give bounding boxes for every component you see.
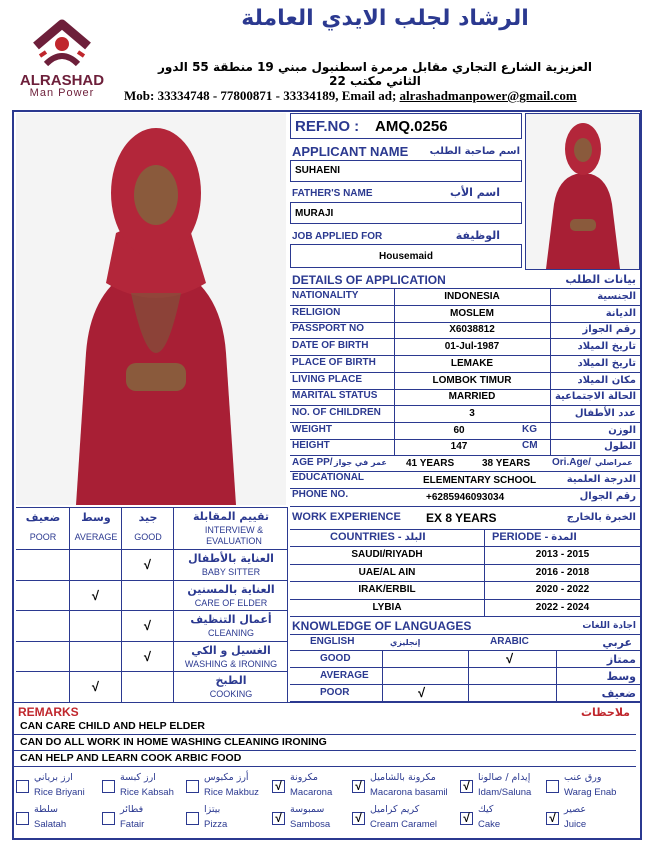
details-label-ar: عدد الأطفال bbox=[574, 407, 636, 419]
language-row bbox=[290, 667, 640, 685]
details-row bbox=[290, 355, 640, 373]
food-label-ar: عصير bbox=[564, 804, 587, 815]
eval-good-cell bbox=[122, 611, 174, 642]
check-mark: √ bbox=[91, 679, 100, 695]
experience-row bbox=[290, 581, 640, 600]
applicant-small-photo bbox=[525, 113, 640, 270]
applicant-name-label: APPLICANT NAME bbox=[292, 144, 409, 159]
arabic-label-ar: عربي bbox=[602, 636, 632, 649]
food-label-ar: كيك bbox=[478, 804, 494, 815]
work-experience-value: EX 8 YEARS bbox=[426, 511, 497, 525]
details-header bbox=[290, 272, 640, 289]
eval-skill: CARE OF ELDER bbox=[194, 597, 268, 608]
experience-period: 2016 - 2018 bbox=[535, 566, 590, 578]
english-label: ENGLISH bbox=[310, 636, 355, 647]
remark-text: CAN CARE CHILD AND HELP ELDER bbox=[20, 720, 205, 732]
details-row bbox=[290, 321, 640, 339]
language-level: AVERAGE bbox=[320, 670, 369, 681]
eval-skill-ar: أعمال التنظيف bbox=[190, 613, 272, 626]
experience-row bbox=[290, 564, 640, 583]
eval-poor-cell bbox=[16, 581, 70, 612]
applicant-full-photo bbox=[16, 113, 286, 505]
eval-skill-cell bbox=[174, 581, 288, 612]
period-header: PERIODE - المدة bbox=[492, 531, 577, 543]
experience-period: 2022 - 2024 bbox=[535, 601, 590, 613]
eval-skill-cell bbox=[174, 672, 288, 703]
job-label: JOB APPLIED FOR bbox=[292, 231, 383, 242]
details-value: MARRIED bbox=[448, 391, 496, 403]
experience-row bbox=[290, 599, 640, 618]
experience-period: 2020 - 2022 bbox=[535, 584, 590, 595]
remarks-header bbox=[14, 702, 640, 719]
age-orig-label-ar: عمراصلي bbox=[595, 458, 633, 467]
food-label-ar: كريم كراميل bbox=[370, 804, 420, 815]
food-label: Rice Kabsah bbox=[120, 787, 174, 798]
details-label: LIVING PLACE bbox=[292, 373, 363, 385]
food-label: Fatair bbox=[120, 819, 145, 830]
eval-skill-cell bbox=[174, 611, 288, 642]
arabic-check: √ bbox=[506, 651, 514, 666]
experience-period: 2013 - 2015 bbox=[535, 549, 590, 560]
ref-label: REF.NO : bbox=[295, 118, 360, 135]
food-label: Cream Caramel bbox=[370, 819, 438, 830]
eval-skill-cell bbox=[174, 550, 288, 581]
countries-header: COUNTRIES - البلد bbox=[330, 531, 426, 543]
mobile-numbers: Mob: 33334748 - 77800871 - 33334189, Email ad; bbox=[124, 88, 397, 103]
phone-label: PHONE NO. bbox=[292, 489, 349, 500]
phone-row bbox=[290, 488, 640, 507]
details-label-ar: الوزن bbox=[608, 424, 636, 436]
eval-poor-cell bbox=[16, 642, 70, 673]
job-value: Housemaid bbox=[379, 250, 433, 262]
experience-country: SAUDI/RIYADH bbox=[351, 549, 423, 560]
food-label: Macarona bbox=[290, 787, 333, 798]
food-label-ar: ارز برياني bbox=[34, 772, 73, 783]
remark-text: CAN HELP AND LEARN COOK ARBIC FOOD bbox=[20, 752, 242, 764]
details-label-ar: تاريخ الميلاد bbox=[577, 357, 636, 369]
eval-poor-cell bbox=[16, 672, 70, 703]
food-label-ar: مكرونة bbox=[290, 772, 318, 783]
eval-good: GOOD bbox=[134, 532, 162, 542]
age-pp-value: 41 YEARS bbox=[406, 458, 455, 469]
applicant-name-field bbox=[290, 160, 522, 182]
eval-average-head bbox=[70, 508, 122, 550]
details-row bbox=[290, 388, 640, 406]
food-checkbox[interactable] bbox=[16, 812, 29, 825]
food-label-ar: بيتزا bbox=[204, 804, 221, 815]
check-mark: √ bbox=[143, 618, 152, 634]
food-label: Idam/Saluna bbox=[478, 787, 532, 798]
details-row bbox=[290, 438, 640, 456]
food-checkbox[interactable]: √ bbox=[546, 812, 559, 825]
job-field bbox=[290, 244, 522, 268]
details-label: MARITAL STATUS bbox=[292, 390, 378, 402]
details-row bbox=[290, 372, 640, 390]
food-checkbox[interactable] bbox=[186, 812, 199, 825]
details-row bbox=[290, 422, 640, 440]
age-orig-value: 38 YEARS bbox=[482, 458, 531, 469]
details-row bbox=[290, 405, 640, 423]
logo-sub: Man Power bbox=[29, 87, 95, 99]
details-row bbox=[290, 305, 640, 323]
food-label-ar: إيدام / صالونا bbox=[478, 772, 531, 783]
eval-poor-cell bbox=[16, 550, 70, 581]
details-label: NO. OF CHILDREN bbox=[292, 406, 381, 418]
eval-good-cell bbox=[122, 642, 174, 673]
details-label: PLACE OF BIRTH bbox=[292, 356, 376, 368]
language-level: POOR bbox=[320, 687, 350, 698]
eval-skill: CLEANING bbox=[207, 628, 254, 638]
education-label-ar: الدرجة العلمية bbox=[566, 474, 636, 485]
food-checkbox[interactable]: √ bbox=[272, 812, 285, 825]
food-label: Salatah bbox=[34, 819, 67, 830]
details-label: DATE OF BIRTH bbox=[292, 340, 369, 352]
eval-good-cell bbox=[122, 672, 174, 703]
experience-header bbox=[290, 529, 640, 547]
eval-good-head bbox=[122, 508, 174, 550]
age-label-ar: عمر في جواز bbox=[334, 458, 387, 467]
eval-skill-ar: العناية بالأطفال bbox=[188, 552, 274, 565]
food-label-ar: مكرونة بالشاميل bbox=[370, 772, 436, 783]
food-label-ar: سلطة bbox=[34, 804, 58, 815]
languages-title-ar: اجادة اللغات bbox=[582, 621, 636, 631]
details-label-ar: الطول bbox=[604, 441, 636, 453]
eval-good-cell bbox=[122, 550, 174, 581]
english-check: √ bbox=[418, 685, 426, 700]
food-checkbox[interactable]: √ bbox=[460, 780, 473, 793]
details-label-ar: رقم الجواز bbox=[582, 324, 636, 336]
eval-poor: POOR bbox=[29, 532, 57, 542]
ref-box bbox=[290, 113, 522, 139]
language-row bbox=[290, 650, 640, 668]
food-label: Macarona basamil bbox=[370, 787, 448, 798]
food-label-ar: ورق عنب bbox=[564, 772, 602, 783]
eval-average-cell bbox=[70, 672, 122, 703]
food-checkbox[interactable] bbox=[546, 780, 559, 793]
food-label-ar: سمبوسة bbox=[290, 804, 325, 815]
remark-line bbox=[14, 750, 636, 767]
education-row bbox=[290, 471, 640, 489]
details-label: HEIGHT bbox=[292, 440, 330, 452]
languages-title: KNOWLEDGE OF LANGUAGES bbox=[292, 619, 472, 633]
food-checkbox[interactable]: √ bbox=[460, 812, 473, 825]
eval-poor-ar: ضعيف bbox=[25, 511, 61, 524]
eval-skill-cell bbox=[174, 642, 288, 673]
language-level-ar: ضعيف bbox=[601, 687, 636, 700]
eval-average-cell bbox=[70, 642, 122, 673]
language-row bbox=[290, 684, 640, 702]
eval-skill-ar: العناية بالمسنين bbox=[187, 582, 275, 596]
details-label-ar: الديانة bbox=[605, 307, 636, 319]
remark-line bbox=[14, 734, 636, 751]
father-name-label-ar: اسم الأب bbox=[449, 186, 500, 199]
details-label: NATIONALITY bbox=[292, 290, 359, 301]
age-orig-label: Ori.Age/ bbox=[552, 457, 591, 468]
eval-poor-head bbox=[16, 508, 70, 550]
details-value: 147 bbox=[450, 441, 468, 453]
details-label-ar: تاريخ الميلاد bbox=[577, 341, 636, 353]
email-link[interactable]: alrashadmanpower@gmail.com bbox=[399, 88, 577, 103]
details-row bbox=[290, 288, 640, 306]
details-title: DETAILS OF APPLICATION bbox=[292, 273, 446, 287]
eval-good-ar: جيد bbox=[138, 511, 158, 524]
age-row bbox=[290, 455, 640, 472]
languages-columns bbox=[290, 633, 640, 651]
education-label: EDUCATIONAL bbox=[292, 472, 365, 483]
father-name-label: FATHER'S NAME bbox=[292, 188, 373, 199]
details-row bbox=[290, 338, 640, 356]
company-logo bbox=[16, 14, 108, 100]
applicant-name-label-ar: اسم صاحبة الطلب bbox=[429, 146, 520, 157]
arabic-label: ARABIC bbox=[490, 636, 529, 647]
details-label: RELIGION bbox=[292, 306, 341, 318]
father-name-field bbox=[290, 202, 522, 224]
food-label: Pizza bbox=[204, 819, 228, 830]
food-checkbox[interactable]: √ bbox=[352, 780, 365, 793]
details-label-ar: الحالة الاجتماعية bbox=[554, 391, 636, 403]
remarks-label-ar: ملاحظات bbox=[581, 706, 630, 719]
eval-skill-ar: الغسيل و الكي bbox=[191, 643, 271, 657]
experience-country: LYBIA bbox=[372, 601, 402, 613]
check-mark: √ bbox=[91, 587, 100, 603]
age-label: AGE PP/ bbox=[292, 457, 333, 468]
details-label: WEIGHT bbox=[292, 423, 332, 435]
eval-skill: BABY SITTER bbox=[201, 567, 261, 577]
food-label: Cake bbox=[478, 819, 501, 830]
remarks-label: REMARKS bbox=[18, 705, 79, 719]
education-value: ELEMENTARY SCHOOL bbox=[423, 475, 537, 486]
logo-name: ALRASHAD bbox=[19, 72, 105, 89]
work-experience-label: WORK EXPERIENCE bbox=[292, 511, 401, 523]
details-value: 01-Jul-1987 bbox=[444, 341, 500, 353]
details-unit: CM bbox=[522, 440, 538, 452]
work-experience-label-ar: الخبرة بالخارج bbox=[566, 512, 636, 523]
eval-average-cell bbox=[70, 550, 122, 581]
language-level-ar: وسط bbox=[606, 670, 636, 683]
food-label-ar: فطائر bbox=[120, 804, 144, 815]
father-name: MURAJI bbox=[295, 208, 334, 219]
food-label: Rice Makbuz bbox=[204, 787, 259, 798]
food-checkbox[interactable] bbox=[102, 812, 115, 825]
remark-line bbox=[14, 718, 636, 735]
phone-label-ar: رقم الجوال bbox=[579, 491, 636, 502]
phone-value: +6285946093034 bbox=[426, 492, 505, 503]
contact-line bbox=[124, 88, 577, 104]
food-checkbox[interactable]: √ bbox=[352, 812, 365, 825]
language-level-ar: ممتاز bbox=[606, 653, 636, 666]
remark-text: CAN DO ALL WORK IN HOME WASHING CLEANING IRONING bbox=[20, 736, 327, 748]
eval-average-ar: وسط bbox=[81, 511, 111, 524]
details-value: INDONESIA bbox=[444, 291, 500, 302]
experience-country: IRAK/ERBIL bbox=[358, 584, 416, 595]
english-label-ar: إنجليزي bbox=[390, 638, 421, 647]
details-value: X6038812 bbox=[449, 324, 495, 336]
details-title-ar: بيانات الطلب bbox=[565, 273, 636, 286]
food-label: Sambosa bbox=[290, 819, 331, 830]
details-value: MOSLEM bbox=[450, 307, 494, 319]
company-address-ar: العزيزية الشارع التجاري مقابل مرمرة اسطنبول مبني 19 منطقة 55 الدور الثاني مكتب 22 bbox=[157, 60, 593, 88]
ref-value: AMQ.0256 bbox=[375, 118, 448, 135]
experience-country: UAE/AL AIN bbox=[358, 566, 416, 578]
eval-poor-cell bbox=[16, 611, 70, 642]
eval-good-cell bbox=[122, 581, 174, 612]
details-value: 60 bbox=[453, 424, 465, 436]
job-label-ar: الوظيفة bbox=[455, 229, 500, 242]
work-experience-row bbox=[290, 507, 640, 530]
details-value: LEMAKE bbox=[450, 357, 494, 369]
details-value: LOMBOK TIMUR bbox=[432, 374, 512, 386]
food-checkbox[interactable] bbox=[16, 780, 29, 793]
food-label-ar: ارز كبسة bbox=[120, 772, 156, 783]
food-checkbox[interactable] bbox=[186, 780, 199, 793]
eval-average: AVERAGE bbox=[74, 532, 118, 542]
company-title-ar: الرشاد لجلب الايدي العاملة bbox=[241, 6, 529, 31]
eval-title: INTERVIEW & EVALUATION bbox=[204, 525, 264, 546]
details-label-ar: الجنسية bbox=[597, 291, 636, 302]
eval-skill: WASHING & IRONING bbox=[184, 658, 278, 669]
details-label: PASSPORT NO bbox=[292, 323, 365, 335]
food-checkbox[interactable]: √ bbox=[272, 780, 285, 793]
details-value: 3 bbox=[469, 407, 475, 419]
food-label: Rice Briyani bbox=[34, 787, 85, 798]
check-mark: √ bbox=[143, 557, 152, 573]
food-label-ar: أرز مكبوس bbox=[204, 772, 249, 783]
applicant-name: SUHAENI bbox=[295, 165, 341, 176]
food-checkbox[interactable] bbox=[102, 780, 115, 793]
eval-title-ar: تقييم المقابلة bbox=[192, 510, 270, 523]
eval-average-cell bbox=[70, 581, 122, 612]
details-label-ar: مكان الميلاد bbox=[577, 374, 636, 386]
eval-average-cell bbox=[70, 611, 122, 642]
details-unit: KG bbox=[522, 423, 537, 435]
check-mark: √ bbox=[143, 648, 152, 664]
eval-skill-ar: الطبخ bbox=[215, 674, 247, 687]
eval-title-head bbox=[174, 508, 288, 550]
language-level: GOOD bbox=[320, 653, 351, 664]
eval-skill: COOKING bbox=[209, 689, 253, 699]
logo-icon bbox=[16, 14, 108, 74]
experience-row bbox=[290, 546, 640, 565]
evaluation-table bbox=[16, 507, 288, 704]
food-label: Warag Enab bbox=[564, 787, 617, 798]
food-label: Juice bbox=[564, 819, 587, 830]
